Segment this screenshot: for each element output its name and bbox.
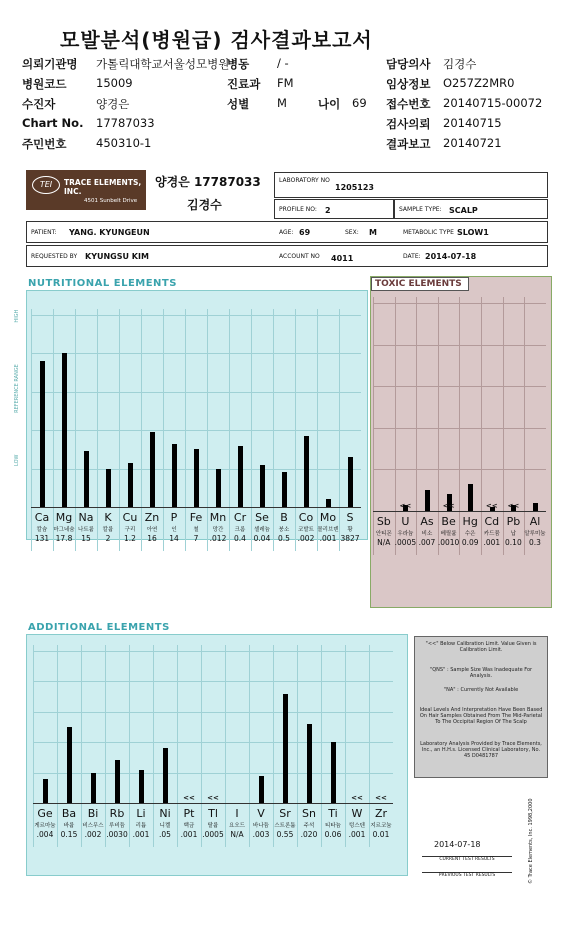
element-value-al: 0.3 [529, 538, 541, 547]
patient-name: YANG. KYUNGEUN [69, 228, 150, 237]
baseline [373, 511, 546, 512]
element-value-fe: 7 [193, 534, 199, 543]
report-title: 모발분석(병원급) 검사결과보고서 [60, 28, 373, 52]
header-label: 의뢰기관명 [22, 57, 78, 71]
header-label: 담당의사 [386, 57, 431, 71]
element-name-co: 코발트 [298, 527, 314, 533]
bar-cr [238, 446, 243, 507]
header-row-4 [22, 116, 562, 136]
element-name-rb: 루비듐 [109, 823, 125, 829]
bar-ni [163, 748, 168, 803]
element-value-zr: 0.01 [372, 830, 390, 839]
element-name-sn: 주석 [303, 823, 315, 829]
element-name-sr: 스트론튬 [274, 823, 296, 829]
sample-type-label: SAMPLE TYPE: [399, 206, 442, 213]
handwritten-doctor: 김경수 [187, 198, 222, 212]
element-name-ge: 게르마늄 [34, 823, 56, 829]
note-below-calibration: "<<" Below Calibration Limit. Value Given is Calibration Limit. [425, 641, 537, 653]
element-name-i: 요오드 [229, 823, 245, 829]
element-value-v: .003 [252, 830, 270, 839]
previous-results-label: PREVIOUS TEST RESULTS [422, 872, 512, 878]
current-results-label: CURRENT TEST RESULTS [422, 856, 512, 862]
below-limit-mark-pb: << [507, 502, 520, 510]
header-value: 15009 [96, 76, 133, 90]
element-value-sn: .020 [300, 830, 318, 839]
below-limit-mark-cd: << [485, 502, 498, 510]
bar-rb [115, 760, 120, 803]
element-name-sb: 안티몬 [375, 531, 392, 537]
element-symbol-s: S [346, 511, 354, 524]
element-symbol-fe: Fe [189, 511, 203, 524]
element-value-mo: .001 [319, 534, 337, 543]
header-value: 김경수 [443, 57, 477, 71]
element-symbol-u: U [401, 515, 410, 528]
element-value-i: N/A [230, 830, 244, 839]
element-value-hg: 0.09 [461, 538, 479, 547]
header-label: Chart No. [22, 116, 84, 130]
bar-k [106, 469, 111, 507]
globe-icon: TEI [32, 176, 60, 194]
toxic-plot-area [371, 291, 547, 607]
element-symbol-rb: Rb [109, 807, 125, 820]
additional-chart [26, 634, 408, 876]
element-symbol-i: I [235, 807, 239, 820]
bar-ti [331, 742, 336, 803]
below-limit-mark-u: << [399, 502, 412, 510]
nutritional-chart [26, 290, 368, 543]
element-name-cu: 구리 [124, 527, 136, 533]
element-symbol-li: Li [136, 807, 146, 820]
element-value-u: .0005 [394, 538, 417, 547]
header-value: 450310-1 [96, 136, 152, 150]
lab-address: 4501 Sunbelt Drive [84, 198, 138, 204]
element-name-hg: 수은 [464, 531, 476, 537]
bar-zn [150, 432, 155, 507]
laboratory-no: 1205123 [335, 183, 374, 192]
header-value: / - [277, 56, 289, 70]
element-value-pb: 0.10 [505, 538, 522, 547]
element-name-b: 붕소 [278, 527, 290, 533]
element-name-ca: 칼슘 [36, 527, 48, 533]
element-symbol-mo: Mo [319, 511, 337, 524]
copyright: © Trace Elements, Inc. 1998,2000 [528, 798, 534, 884]
element-symbol-v: V [257, 807, 265, 820]
element-name-fe: 철 [193, 527, 199, 533]
header-value: O257Z2MR0 [443, 76, 515, 90]
element-value-pt: .001 [180, 830, 198, 839]
element-value-ca: 131 [34, 534, 50, 543]
element-value-co: .002 [297, 534, 315, 543]
element-name-k: 칼륨 [102, 527, 114, 533]
element-symbol-k: K [104, 511, 112, 524]
bar-se [260, 465, 265, 507]
element-symbol-zn: Zn [144, 511, 160, 524]
element-value-w: .001 [348, 830, 366, 839]
element-symbol-ti: Ti [328, 807, 338, 820]
profile-no: 2 [325, 206, 331, 215]
element-value-mn: .012 [209, 534, 227, 543]
element-name-p: 인 [171, 527, 177, 533]
account-no: 4011 [331, 254, 354, 263]
element-symbol-bi: Bi [87, 807, 99, 820]
header-label: 임상정보 [386, 77, 431, 91]
element-name-w: 텅스텐 [349, 823, 365, 829]
element-value-ge: .004 [36, 830, 54, 839]
element-symbol-co: Co [298, 511, 314, 524]
element-symbol-as: As [420, 515, 434, 528]
axis-low-label: LOW [14, 454, 20, 466]
header-value: 20140721 [443, 136, 502, 150]
grid-line [33, 773, 393, 774]
header-value: M [277, 96, 287, 110]
header-row-5 [22, 136, 562, 156]
sex-label: SEX: [345, 229, 359, 236]
element-value-ni: .05 [159, 830, 171, 839]
additional-plot-area [27, 635, 407, 875]
element-symbol-hg: Hg [462, 515, 478, 528]
element-symbol-cr: Cr [233, 511, 247, 524]
patient-row [26, 221, 548, 243]
bar-bi [91, 773, 96, 803]
date-label: DATE: [403, 253, 421, 260]
element-value-cu: 1.2 [124, 534, 136, 543]
handwritten-name: 양경은 17787033 [155, 175, 261, 189]
element-symbol-be: Be [441, 515, 456, 528]
header-label: 진료과 [227, 77, 261, 91]
bar-cu [128, 463, 133, 507]
header-value: 양경은 [96, 97, 130, 111]
bar-ge [43, 779, 48, 803]
element-name-li: 리튬 [135, 823, 147, 829]
element-value-ti: 0.06 [324, 830, 342, 839]
header-label: 병원코드 [22, 77, 67, 91]
element-name-tl: 탈륨 [207, 823, 219, 829]
element-value-zn: 16 [147, 534, 157, 543]
bar-sn [307, 724, 312, 803]
element-name-bi: 비스무스 [82, 823, 104, 829]
element-name-u: 우라늄 [397, 531, 414, 537]
element-value-p: 14 [169, 534, 179, 543]
element-value-cd: .001 [483, 538, 501, 547]
header-value: 20140715 [443, 116, 502, 130]
grid-line [33, 742, 393, 743]
axis-high-label: HIGH [14, 309, 20, 323]
element-value-ba: 0.15 [60, 830, 78, 839]
element-name-v: 바나듐 [253, 823, 269, 829]
grid-line [31, 430, 361, 431]
element-name-na: 나트륨 [78, 527, 94, 533]
note-laboratory: Laboratory Analysis Provided by Trace Elements, Inc., an H.H.s. Licensed Clinical Laboratory, No. 45 D0481787 [420, 741, 542, 759]
header-label: 결과보고 [386, 137, 431, 151]
grid-line [33, 712, 393, 713]
element-value-as: .007 [418, 538, 436, 547]
element-name-cr: 크롬 [234, 527, 246, 533]
lab-name: TRACE ELEMENTS, INC. [64, 178, 142, 196]
element-symbol-na: Na [78, 511, 94, 524]
age-label: AGE: [279, 229, 294, 236]
element-symbol-ge: Ge [37, 807, 53, 820]
header-label: 검사의뢰 [386, 117, 431, 131]
age-value: 69 [299, 228, 311, 237]
header-label: 수진자 [22, 97, 56, 111]
element-symbol-tl: Tl [208, 807, 218, 820]
header-row-1 [22, 56, 562, 76]
bar-fe [194, 449, 199, 507]
element-symbol-se: Se [255, 511, 269, 524]
element-value-bi: .002 [84, 830, 102, 839]
requested-label: REQUESTED BY [31, 253, 78, 260]
lab-number-box [274, 172, 548, 198]
element-value-k: 2 [105, 534, 111, 543]
element-symbol-pt: Pt [183, 807, 195, 820]
element-value-li: .001 [132, 830, 150, 839]
sex-value: M [369, 228, 377, 237]
element-symbol-ba: Ba [61, 807, 77, 820]
report-date: 2014-07-18 [425, 252, 477, 261]
patient-label: PATIENT: [31, 229, 57, 236]
below-limit-mark-zr: << [375, 794, 387, 802]
grid-line [33, 651, 393, 652]
element-name-se: 셀레늄 [254, 527, 270, 533]
bar-li [139, 770, 144, 803]
element-value-mg: 17.8 [55, 534, 73, 543]
baseline [31, 507, 361, 508]
element-value-tl: .0005 [202, 830, 224, 839]
bar-co [304, 436, 309, 507]
header-value: 69 [352, 96, 367, 110]
profile-no-label: PROFILE NO: [279, 206, 317, 213]
element-name-al: 알루미늄 [524, 531, 546, 537]
element-value-sr: 0.55 [276, 830, 294, 839]
note-ideal-levels: Ideal Levels And Interpretation Have Been Based On Hair Samples Obtained From The Mid-Parietal To The Occipital Region Of The Scalp [419, 707, 543, 725]
grid-line [31, 315, 361, 316]
sample-box [394, 199, 548, 219]
element-name-be: 베릴륨 [440, 531, 457, 537]
element-symbol-zr: Zr [374, 807, 388, 820]
nutritional-axis-label [14, 310, 20, 466]
grid-line [31, 353, 361, 354]
element-symbol-cu: Cu [122, 511, 138, 524]
element-name-zn: 아연 [146, 527, 158, 533]
header-value: 가톨릭대학교서울성모병원 [96, 57, 230, 71]
bar-p [172, 444, 177, 507]
element-value-se: 0.04 [253, 534, 271, 543]
toxic-heading: TOXIC ELEMENTS [375, 279, 462, 289]
element-value-s: 3827 [340, 534, 360, 543]
element-symbol-sn: Sn [302, 807, 316, 820]
element-name-ba: 바륨 [63, 823, 75, 829]
nutritional-plot-area [27, 291, 367, 541]
bar-s [348, 457, 353, 507]
notes-panel [414, 636, 548, 778]
header-label: 병동 [227, 57, 250, 71]
bar-al [533, 503, 538, 511]
bar-v [259, 776, 264, 803]
footer-date: 2014-07-18 [434, 840, 481, 849]
element-symbol-pb: Pb [506, 515, 521, 528]
element-name-zr: 지르코늄 [370, 823, 392, 829]
account-label: ACCOUNT NO [279, 253, 320, 260]
bar-sr [283, 694, 288, 803]
element-symbol-p: P [170, 511, 178, 524]
grid-line [33, 681, 393, 682]
element-symbol-b: B [280, 511, 288, 524]
element-symbol-mg: Mg [55, 511, 73, 524]
element-name-pt: 백금 [183, 823, 195, 829]
bar-ba [67, 727, 72, 803]
header-row-2 [22, 76, 562, 96]
element-name-as: 비소 [421, 531, 433, 537]
nutritional-heading: NUTRITIONAL ELEMENTS [28, 278, 177, 289]
header-label: 접수번호 [386, 97, 431, 111]
header-row-3 [22, 96, 562, 116]
element-symbol-w: W [351, 807, 363, 820]
element-name-ti: 티타늄 [325, 823, 341, 829]
element-symbol-ni: Ni [159, 807, 171, 820]
additional-heading: ADDITIONAL ELEMENTS [28, 622, 170, 633]
header-label: 주민번호 [22, 137, 67, 151]
element-symbol-ca: Ca [34, 511, 50, 524]
header-value: FM [277, 76, 294, 90]
bar-mg [62, 353, 67, 507]
element-name-mo: 몰리브덴 [317, 527, 339, 533]
bar-as [425, 490, 430, 511]
bar-na [84, 451, 89, 507]
profile-box [274, 199, 394, 219]
note-na: "NA" : Currently Not Available [443, 687, 519, 693]
scanned-report [14, 166, 554, 936]
element-name-pb: 납 [510, 531, 517, 537]
element-value-b: 0.5 [278, 534, 290, 543]
grid-line [31, 392, 361, 393]
note-qns: "QNS" : Sample Size Was Inadequate For Analysis. [429, 667, 533, 679]
below-limit-mark-tl: << [207, 794, 219, 802]
element-symbol-mn: Mn [209, 511, 227, 524]
toxic-chart [370, 276, 552, 608]
metabolic-type: SLOW1 [457, 228, 489, 237]
laboratory-no-label: LABORATORY NO [279, 177, 330, 184]
bar-mn [216, 469, 221, 507]
element-name-cd: 카드뮴 [483, 531, 500, 537]
element-name-s: 황 [347, 527, 353, 533]
lab-logo [26, 170, 146, 210]
header-label: 나이 [318, 97, 341, 111]
element-name-ni: 니켈 [159, 823, 171, 829]
bar-mo [326, 499, 331, 507]
element-value-be: .0010 [437, 538, 460, 547]
baseline [33, 803, 393, 804]
header-label: 성별 [227, 97, 250, 111]
requested-row [26, 245, 548, 267]
below-limit-mark-w: << [351, 794, 363, 802]
axis-ref-label: REFERENCE RANGE [14, 364, 20, 413]
bar-hg [468, 484, 473, 511]
element-value-rb: .0030 [106, 830, 128, 839]
element-value-cr: 0.4 [234, 534, 246, 543]
element-name-mn: 망간 [212, 527, 224, 533]
requested-by: KYUNGSU KIM [85, 252, 149, 261]
sample-type: SCALP [449, 206, 478, 215]
bar-b [282, 472, 287, 507]
header-value: 20140715-00072 [443, 96, 543, 110]
element-value-sb: N/A [377, 538, 391, 547]
metabolic-label: METABOLIC TYPE [403, 229, 454, 236]
element-symbol-sr: Sr [279, 807, 291, 820]
element-symbol-cd: Cd [484, 515, 500, 528]
header-value: 17787033 [96, 116, 155, 130]
element-name-mg: 마그네슘 [53, 527, 75, 533]
below-limit-mark-be: << [442, 502, 455, 510]
element-symbol-sb: Sb [376, 515, 391, 528]
below-limit-mark-pt: << [183, 794, 195, 802]
element-symbol-al: Al [529, 515, 541, 528]
bar-ca [40, 361, 45, 507]
element-value-na: 15 [81, 534, 91, 543]
